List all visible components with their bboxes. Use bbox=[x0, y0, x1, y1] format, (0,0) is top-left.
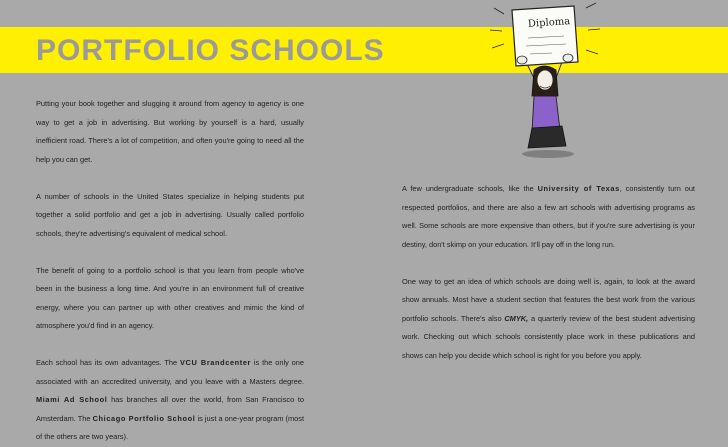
text-span: , consistently turn out respected portfolios, and there are also a few art schools with advertising programs as well. Some schools are more expensive than others, but if you're sure advertising is your destiny, don't skimp on your education. It'll pay off in the long run. bbox=[402, 184, 695, 249]
shadow bbox=[522, 150, 574, 158]
right-paragraph-1 bbox=[402, 180, 695, 254]
left-column bbox=[36, 95, 304, 447]
left-hand bbox=[517, 56, 527, 64]
text-span: is the only one associated with an accredited university, and you leave with a Masters degree. bbox=[36, 358, 304, 386]
right-column bbox=[402, 180, 695, 365]
university-of-texas: University of Texas bbox=[537, 184, 620, 193]
diploma-girl-illustration bbox=[482, 0, 602, 160]
text-span: has branches all over the world, from San Francisco to Amsterdam. The bbox=[36, 395, 305, 423]
diploma-text: Diploma bbox=[527, 16, 571, 30]
left-paragraph-3: The benefit of going to a portfolio school is that you learn from people who've been in the business a long time. And you're in an environment full of creative energy, where you can partner up with other creatives and mimic the kind of atmosphere you'd find in an agency. bbox=[36, 265, 304, 330]
skirt bbox=[528, 126, 566, 148]
right-paragraph-2 bbox=[402, 273, 695, 366]
text-span: A few undergraduate schools, like the bbox=[402, 184, 538, 193]
vcu-brandcenter: VCU Brandcenter bbox=[180, 358, 252, 367]
left-paragraph-4 bbox=[36, 354, 304, 447]
text-span: Each school has its own advantages. The bbox=[36, 358, 181, 367]
text-span: a quarterly review of the best student advertising work. Checking out which schools consistently place work in these publications and shows can help you decide which school is right for you before you apply. bbox=[402, 313, 695, 360]
page-title: PORTFOLIO SCHOOLS bbox=[36, 34, 385, 67]
cmyk: CMYK, bbox=[504, 313, 529, 323]
face bbox=[537, 70, 553, 90]
text-span: One way to get an idea of which schools are doing well is, again, to look at the award show annuals. Most have a student section that features the best work from the various portfolio schools. There's also bbox=[402, 276, 695, 323]
miami-ad-school: Miami Ad School bbox=[36, 395, 108, 404]
left-paragraph-2: A number of schools in the United States specialize in helping students put together a solid portfolio and get a job in advertising. Usually called portfolio schools, they're advertising's equivalent of medical school. bbox=[36, 191, 304, 238]
chicago-portfolio-school: Chicago Portfolio School bbox=[92, 413, 196, 423]
text-span: is just a one-year program (most of the others are two years). bbox=[36, 413, 305, 441]
right-hand bbox=[563, 54, 573, 62]
left-paragraph-1: Putting your book together and slugging it around from agency to agency is one way to get a job in advertising. But working by yourself is a hard, usually inefficient road. There's a lot of competition, and often you're going to need all the help you can get. bbox=[36, 99, 304, 164]
